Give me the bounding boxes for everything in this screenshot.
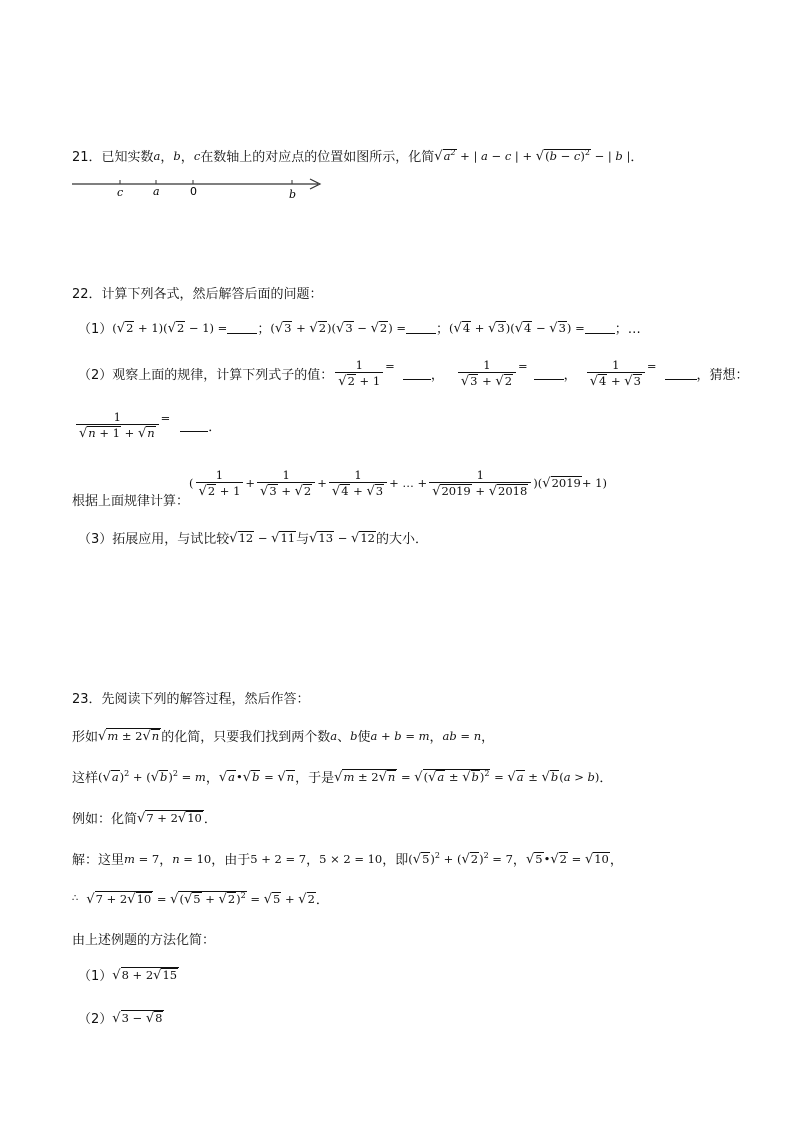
equals: = [385, 359, 395, 373]
text: ，由于 [211, 853, 251, 868]
expr-squares: ( √ a )$^2$ + ( √ b )$^2$ = m [98, 768, 206, 785]
fraction-2: 1 √ 3 + √ 2 [458, 358, 516, 388]
q22-part2 [78, 358, 749, 388]
expr-n: n = 10 [172, 851, 212, 866]
text: ， [306, 853, 320, 868]
number-line [70, 174, 330, 204]
rule-calc-label: 根据上面规律计算： [72, 494, 190, 509]
equals: = [160, 411, 171, 425]
fraction-3: 1 √ 4 + √ 3 [587, 358, 645, 388]
sum-expression: ( 1 √ 2 + 1 + 1 √ 3 + √ 2 + 1 √ 4 + √ 3 + … + 1 √ 2019 + √ 2018 )( √ 2019 + 1) [189, 467, 607, 499]
q21-expression: √ $a^2$ + | a − c | + √ $(b - c)^2$ − | b | [434, 147, 631, 164]
expr-sum: a + b = m [370, 728, 430, 743]
guess-label: ，猜想： [696, 367, 749, 383]
text: ， [205, 771, 219, 786]
expr-m: m = 7 [124, 851, 160, 866]
expr-3: ( √ 4 + √ 3 )( √ 4 − √ 3 ) = [449, 320, 585, 336]
expr-2: ( √ 3 + √ 2 )( √ 3 − √ 2 ) = [270, 320, 407, 336]
var-a: a [153, 148, 161, 163]
q23-line1 [72, 726, 494, 745]
axis-label-a: a [153, 185, 160, 198]
expr-squares: ( √ 5 )$^2$ + ( √ 2 )$^2$ = 7 [408, 850, 513, 867]
q22-part1 [78, 318, 641, 337]
text: ． [599, 771, 613, 786]
answer-blank[interactable] [585, 321, 615, 334]
q21-comma: ， [180, 150, 194, 165]
q21-prefix: 21．已知实数 [72, 150, 154, 165]
q23-line5 [72, 889, 329, 908]
text: 解：这里 [72, 853, 125, 868]
answer-blank[interactable] [406, 321, 436, 334]
text: ． [315, 893, 329, 908]
expr-result: √ m ± 2 √ n = √ ( √ a ± √ b )$^2$ = √ a ± √ b (a > b) [334, 769, 600, 785]
comma: ， [430, 367, 444, 383]
q21-end: ． [630, 150, 644, 165]
with: 与 [296, 532, 310, 547]
text: ， [481, 730, 495, 745]
q21-line [72, 146, 643, 165]
text: 、 [337, 730, 351, 745]
var-a: a [330, 728, 338, 743]
q23-line6: 由上述例题的方法化简： [72, 933, 216, 948]
expr-sum: 5 + 2 = 7 [250, 851, 307, 866]
sep: ； [436, 322, 450, 337]
text: ，于是 [295, 771, 335, 786]
var-b: b [173, 148, 181, 163]
text: ， [429, 730, 443, 745]
answer-blank[interactable] [534, 367, 564, 380]
expr-1: ( √ 2 + 1)( √ 2 − 1) = [112, 320, 228, 336]
text: 形如 [72, 730, 99, 745]
expr-product: √ a • √ b = √ n [218, 769, 295, 785]
expr-compare-2: √ 13 − √ 12 [309, 530, 375, 546]
q23-sub1 [78, 965, 179, 984]
text: 例如：化简 [72, 812, 138, 827]
axis-label-0: 0 [190, 185, 197, 198]
var-c: c [193, 148, 201, 163]
answer-blank[interactable] [180, 419, 208, 432]
sub2-label: （2） [78, 1012, 113, 1027]
equals: = [646, 359, 657, 373]
q22-rule-calc [72, 462, 607, 509]
part1-label: （1） [78, 322, 113, 337]
part1-end: ；… [614, 322, 641, 337]
expr-example: √ 7 + 2 √ 10 [137, 811, 202, 826]
q22-part3 [78, 528, 428, 547]
expr-sub1: √ 8 + 2 √ 15 [112, 968, 178, 983]
part2-label: （2）观察上面的规律，计算下列式子的值： [78, 367, 334, 383]
text: ， [159, 853, 173, 868]
answer-blank[interactable] [403, 367, 431, 380]
expr-prod: 5 × 2 = 10 [319, 851, 383, 866]
answer-blank[interactable] [227, 321, 257, 334]
q23-line3 [72, 808, 217, 827]
expr-sub2: √ 3 − √ 8 [112, 1011, 163, 1026]
axis-label-c: c [117, 186, 124, 199]
expr-form: √ m ± 2 √ n [98, 729, 160, 744]
q22-title: 22．计算下列各式，然后解答后面的问题： [72, 287, 323, 302]
q23-sub2 [78, 1008, 164, 1027]
therefore-symbol: ∴ [72, 893, 79, 904]
text: ． [203, 812, 217, 827]
equals: = [518, 359, 528, 373]
expr-prod: ab = n [442, 728, 482, 743]
comma: ， [563, 367, 577, 383]
period: ． [208, 419, 222, 435]
text: 使 [357, 730, 371, 745]
expr-compare-1: √ 12 − √ 11 [229, 530, 296, 546]
text: ， [512, 853, 526, 868]
expr-solution: √ 7 + 2 √ 10 = √ ( √ 5 + √ 2 )$^2$ = √ 5 + √ 2 [86, 891, 315, 907]
axis-label-b: b [289, 188, 297, 201]
part3-prefix: （3）拓展应用，与试比较 [78, 532, 230, 547]
part3-end: 的大小． [375, 532, 428, 547]
var-b: b [350, 728, 358, 743]
text: 这样 [72, 771, 99, 786]
fraction-1: 1 √ 2 + 1 [335, 358, 383, 388]
q23-line4 [72, 849, 623, 868]
sep: ； [257, 322, 271, 337]
text: 的化简，只要我们找到两个数 [161, 730, 331, 745]
q23-title: 23．先阅读下列的解答过程，然后作答： [72, 692, 310, 707]
q23-line2 [72, 767, 612, 786]
text: ， [609, 853, 623, 868]
fraction-general: 1 √ n + 1 + √ n [76, 410, 159, 440]
sub1-label: （1） [78, 969, 113, 984]
text: ，即 [382, 853, 409, 868]
answer-blank[interactable] [665, 367, 697, 380]
q22-guess-formula [74, 410, 221, 440]
expr-product: √ 5 • √ 2 = √ 10 [525, 851, 609, 867]
q21-comma: ， [160, 150, 174, 165]
q21-middle: 在数轴上的对应点的位置如图所示，化简 [200, 150, 435, 165]
